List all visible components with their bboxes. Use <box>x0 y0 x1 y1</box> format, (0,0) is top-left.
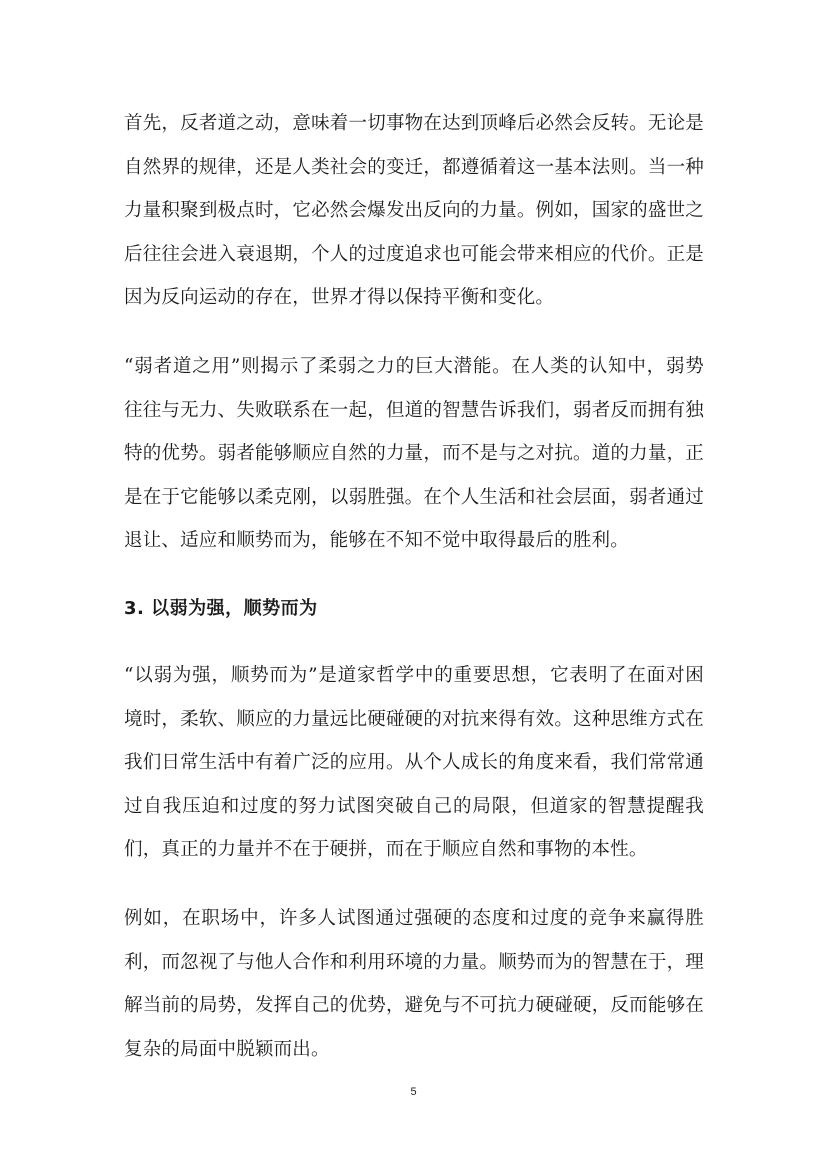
paragraph-go-with-flow: “以弱为强，顺势而为”是道家哲学中的重要思想，它表明了在面对困境时，柔软、顺应的力量远比硬碰硬的对抗来得有效。这种思维方式在我们日常生活中有着广泛的应用。从个人成长的角度来看，我们常常通过自我压迫和过度的努力试图突破自己的局限，但道家的智慧提醒我们，真正的力量并不在于硬拼，而在于顺应自然和事物的本性。 <box>124 664 704 861</box>
paragraph-workplace-example: 例如，在职场中，许多人试图通过强硬的态度和过度的竞争来赢得胜利，而忽视了与他人合作和利用环境的力量。顺势而为的智慧在于，理解当前的局势，发挥自己的优势，避免与不可抗力硬碰硬，反而能够在复杂的局面中脱颖而出。 <box>124 907 704 1060</box>
paragraph-reversal: 首先，反者道之动，意味着一切事物在达到顶峰后必然会反转。无论是自然界的规律，还是人类社会的变迁，都遵循着这一基本法则。当一种力量积聚到极点时，它必然会爆发出反向的力量。例如，国家的盛世之后往往会进入衰退期，个人的过度追求也可能会带来相应的代价。正是因为反向运动的存在，世界才得以保持平衡和变化。 <box>124 113 704 309</box>
paragraph-weakness: “弱者道之用”则揭示了柔弱之力的巨大潜能。在人类的认知中，弱势往往与无力、失败联系在一起，但道的智慧告诉我们，弱者反而拥有独特的优势。弱者能够顺应自然的力量，而不是与之对抗。道的力量，正是在于它能够以柔克刚，以弱胜强。在个人生活和社会层面，弱者通过退让、适应和顺势而为，能够在不知不觉中取得最后的胜利。 <box>124 355 704 552</box>
section-heading: 3. 以弱为强，顺势而为 <box>124 597 318 619</box>
page-number: 5 <box>410 1086 417 1098</box>
page-body <box>124 102 704 1096</box>
